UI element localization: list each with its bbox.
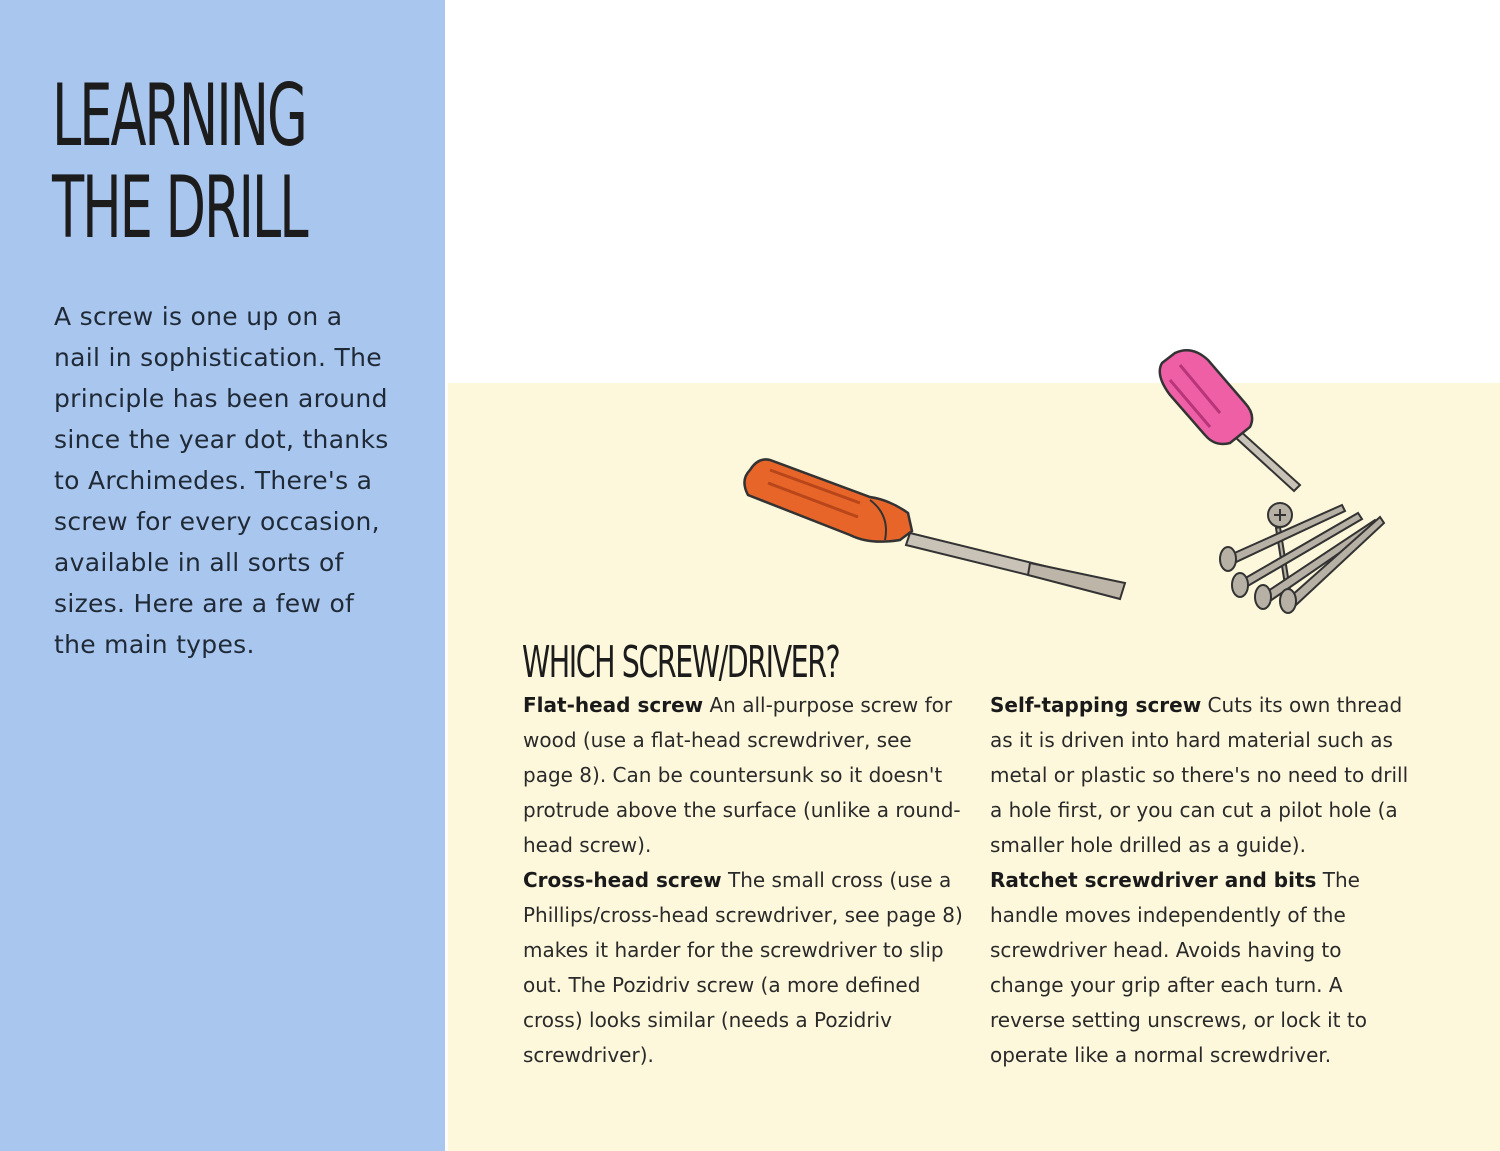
screws-pile-icon: [1220, 503, 1384, 613]
flat-head-screwdriver-icon: [744, 459, 1125, 599]
cross-head-term: Cross-head screw: [523, 868, 722, 892]
top-white-area: [445, 0, 1500, 383]
section-title: WHICH SCREW/DRIVER?: [522, 637, 840, 688]
cross-head-text: The small cross (use a Phillips/cross-head screwdriver, see page 8) makes it harder for the screwdriver to slip out. The Pozidriv screw (a more defined cross) looks similar (needs a Pozidriv screwdriver).: [523, 868, 963, 1067]
ratchet-text: The handle moves independently of the screwdriver head. Avoids having to change your grip after each turn. A reverse setting unscrews, or lock it to operate like a normal screwdriver.: [990, 868, 1367, 1067]
screwdrivers-illustration: [730, 335, 1410, 635]
flat-head-entry: [523, 688, 963, 863]
cross-head-screwdriver-icon: [1160, 350, 1300, 491]
cross-head-entry: [523, 863, 963, 1073]
title-line-1: LEARNING: [52, 66, 306, 166]
flat-head-term: Flat-head screw: [523, 693, 704, 717]
flat-head-text: An all-purpose screw for wood (use a flat-head screwdriver, see page 8). Can be countersunk so it doesn't protrude above the surface (unlike a round-head screw).: [523, 693, 961, 857]
self-tapping-entry: [990, 688, 1420, 863]
ratchet-entry: [990, 863, 1420, 1073]
title-line-2: THE DRILL: [52, 158, 307, 258]
self-tapping-text: Cuts its own thread as it is driven into hard material such as metal or plastic so there's no need to drill a hole first, or you can cut a pilot hole (a smaller hole drilled as a guide).: [990, 693, 1409, 857]
sidebar-panel: [0, 0, 445, 1151]
ratchet-term: Ratchet screwdriver and bits: [990, 868, 1317, 892]
page-title: [52, 66, 307, 258]
right-column: [990, 688, 1420, 1073]
intro-text: A screw is one up on a nail in sophistication. The principle has been around since the year dot, thanks to Archimedes. There's a screw for every occasion, available in all sorts of sizes. Here are a few of the main types.: [54, 302, 389, 659]
self-tapping-term: Self-tapping screw: [990, 693, 1202, 717]
left-column: [523, 688, 963, 1073]
